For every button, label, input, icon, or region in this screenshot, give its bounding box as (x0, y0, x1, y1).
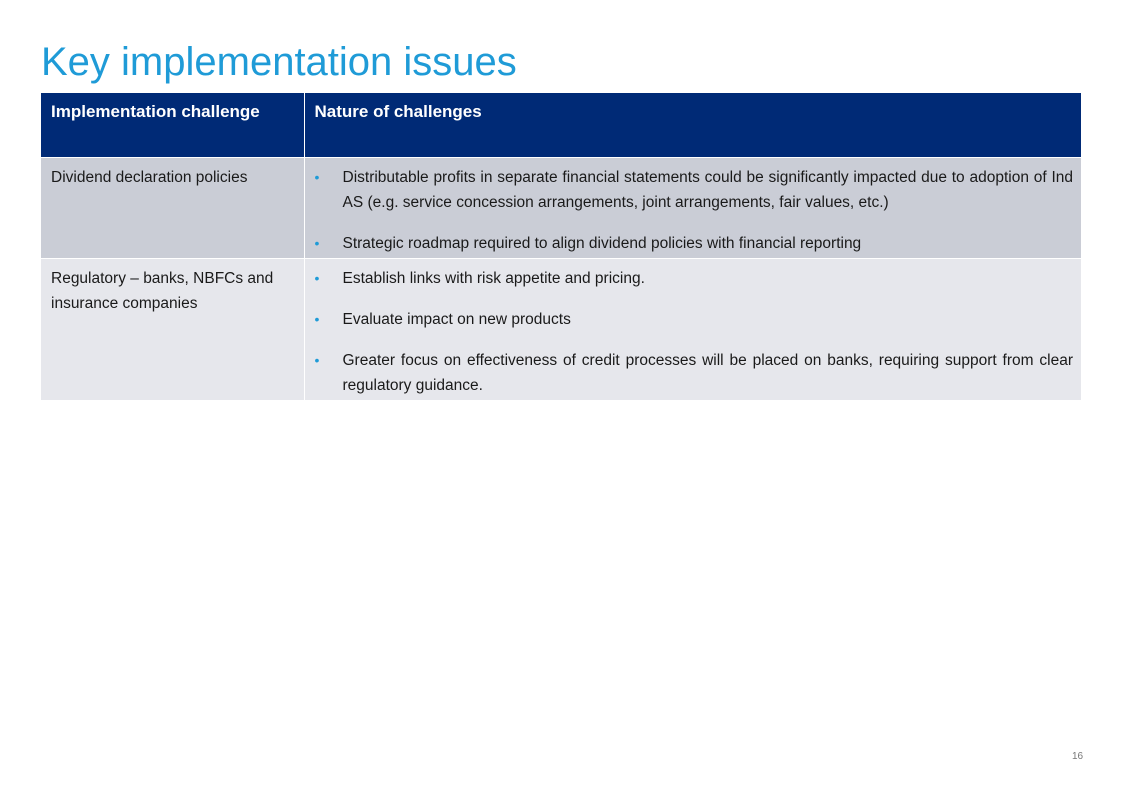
bullet-item (315, 231, 1074, 256)
table-header-row (41, 93, 1081, 157)
column-header-challenge: Implementation challenge (41, 93, 304, 157)
page-title: Key implementation issues (41, 40, 517, 84)
bullet-dot-icon: • (314, 351, 320, 368)
bullet-list (315, 266, 1074, 398)
challenge-cell: Regulatory – banks, NBFCs and insurance companies (41, 258, 304, 400)
table-row (41, 157, 1081, 258)
nature-cell (304, 157, 1081, 258)
bullet-item (315, 266, 1074, 291)
table-row (41, 258, 1081, 400)
bullet-dot-icon: • (314, 234, 320, 251)
challenge-cell: Dividend declaration policies (41, 157, 304, 258)
bullet-text: Establish links with risk appetite and pricing. (342, 269, 645, 287)
bullet-text: Evaluate impact on new products (342, 310, 571, 328)
bullet-text: Greater focus on effectiveness of credit processes will be placed on banks, requiring support from clear regulatory guidance. (342, 351, 1073, 394)
bullet-item (315, 307, 1074, 332)
bullet-dot-icon: • (314, 310, 320, 327)
page-number: 16 (1072, 751, 1084, 762)
bullet-list (315, 165, 1074, 256)
nature-cell (304, 258, 1081, 400)
column-header-nature: Nature of challenges (304, 93, 1081, 157)
bullet-text: Distributable profits in separate financial statements could be significantly impacted due to adoption of Ind AS (e.g. service concession arrangements, joint arrangements, fair values, etc.) (342, 168, 1073, 211)
bullet-item (315, 348, 1074, 398)
bullet-dot-icon: • (314, 269, 320, 286)
bullet-dot-icon: • (314, 168, 320, 185)
bullet-text: Strategic roadmap required to align dividend policies with financial reporting (342, 234, 862, 252)
issues-table (41, 93, 1081, 400)
bullet-item (315, 165, 1074, 215)
